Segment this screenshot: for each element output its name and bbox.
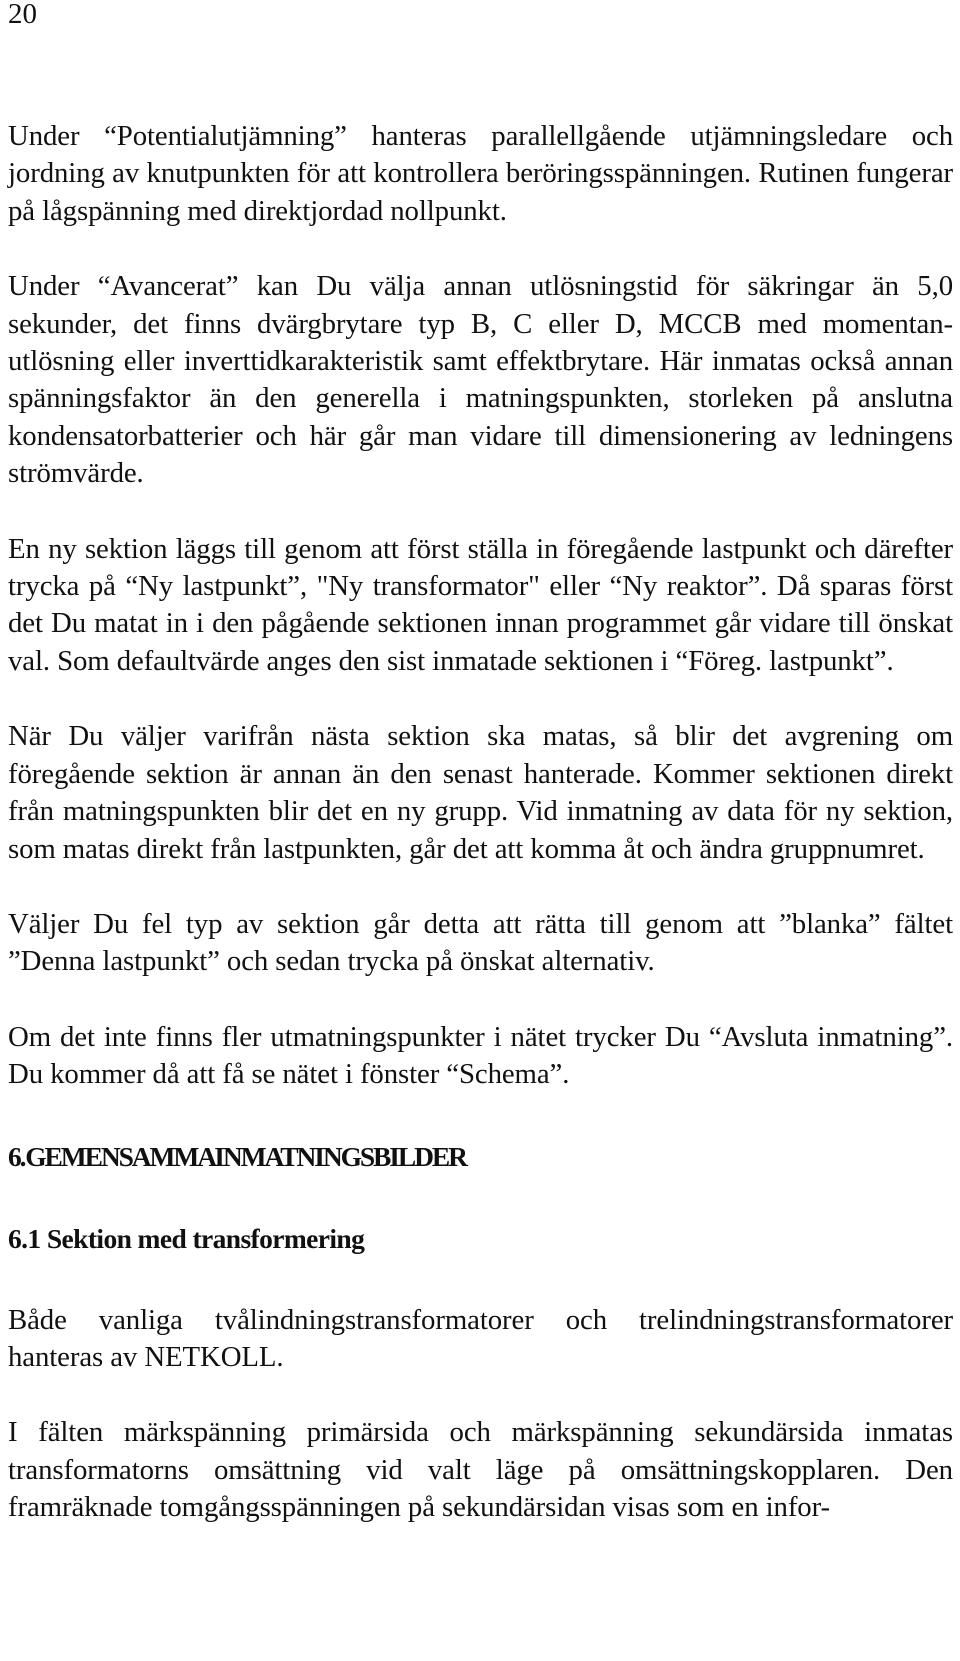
section-heading: 6. GEMENSAMMA INMATNINGSBILDER xyxy=(8,1140,466,1172)
page-number: 20 xyxy=(8,0,37,30)
page-content xyxy=(8,118,953,1527)
paragraph-transformatorer: Både vanliga tvålindningstransformatorer och trelindningstransformatorer hanteras av NETKOLL. xyxy=(8,1303,953,1373)
paragraph-avancerat: Under “Avancerat” kan Du välja annan utlösningstid för säkringar än 5,0 sekunder, det finns dvärgbrytare typ B, C eller D, MCCB med momentan-utlösning eller inverttidkarakteristik samt effektbrytare. Här inmatas också annan spänningsfaktor än den generella i matningspunkten, storleken på anslutna kondensatorbatterier och här går man vidare till dimensionering av ledningens strömvärde. xyxy=(8,270,953,490)
subsection-heading: 6.1 Sektion med transformering xyxy=(8,1222,365,1254)
paragraph-ny-sektion: En ny sektion läggs till genom att först ställa in föregående lastpunkt och därefter trycka på “Ny lastpunkt”, "Ny transformator" eller “Ny reaktor”. Då sparas först det Du matat in i den pågående sektionen innan programmet går vidare till önskat val. Som defaultvärde anges den sist inmatade sektionen i “Föreg. lastpunkt”. xyxy=(8,532,953,677)
paragraph-avsluta-inmatning: Om det inte finns fler utmatningspunkter i nätet trycker Du “Avsluta inmatning”. Du kommer då att få se nätet i fönster “Schema”. xyxy=(8,1020,953,1091)
paragraph-potentialutjamning: Under “Potentialutjämning” hanteras parallellgående utjämningsledare och jordning av knutpunkten för att kontrollera beröringsspänningen. Rutinen fungerar på lågspänning med direktjordad nollpunkt. xyxy=(8,120,953,227)
paragraph-avgrening: När Du väljer varifrån nästa sektion ska matas, så blir det avgrening om föregående sektion är annan än den senast hanterade. Kommer sektionen direkt från matningspunkten blir det en ny grupp. Vid inmatning av data för ny sektion, som matas direkt från lastpunkten, går det att komma åt och ändra gruppnumret. xyxy=(8,720,953,865)
paragraph-fel-typ: Väljer Du fel typ av sektion går detta att rätta till genom att ”blanka” fältet ”Denna lastpunkt” och sedan trycka på önskat alternativ. xyxy=(8,907,953,978)
paragraph-markspanning: I fälten märkspänning primärsida och märkspänning sekundärsida inmatas transformatorns omsättning vid valt läge på omsättningskopplaren. Den framräknade tomgångsspänningen på sekundärsidan visas som en infor- xyxy=(8,1416,953,1524)
